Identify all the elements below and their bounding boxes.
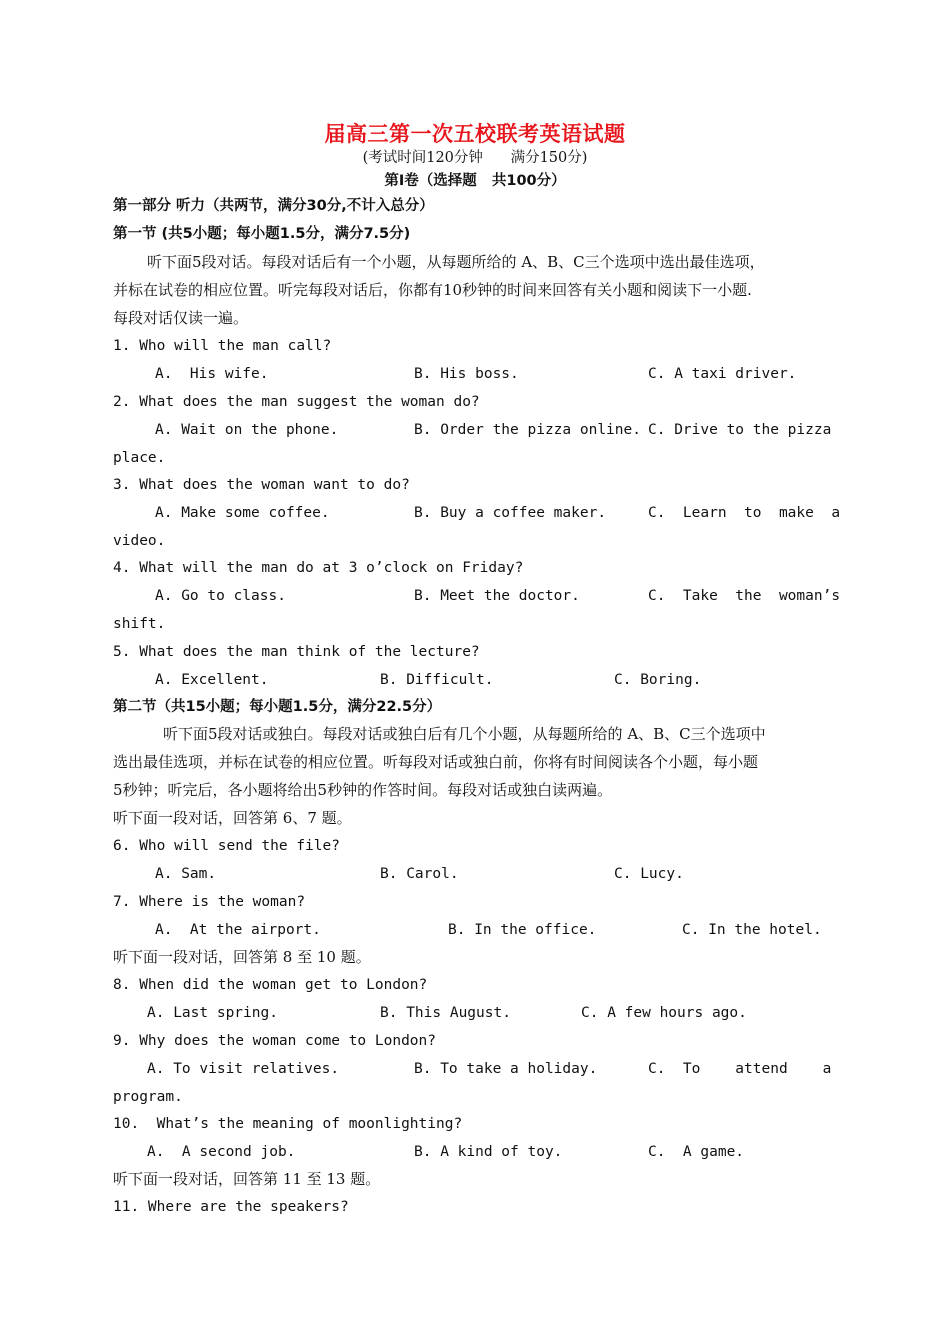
question-11: 11. Where are the speakers?	[113, 1199, 349, 1215]
q10-option-a: A. A second job.	[147, 1144, 296, 1160]
q6-option-a: A. Sam.	[155, 866, 217, 882]
q7-option-a: A. At the airport.	[155, 922, 321, 938]
q1-option-b: B. His boss.	[414, 366, 519, 382]
q10-option-c: C. A game.	[648, 1144, 745, 1160]
group-instruction-6-7: 听下面一段对话，回答第 6、7 题。	[113, 809, 352, 827]
q1-option-c: C. A taxi driver.	[648, 366, 797, 382]
q4-option-c-wrap: shift.	[113, 616, 166, 632]
q3-option-a: A. Make some coffee.	[155, 505, 330, 521]
part1-heading: 第一部分 听力（共两节，满分30分,不计入总分）	[113, 198, 434, 214]
question-6: 6. Who will send the file?	[113, 838, 340, 854]
q6-option-c: C. Lucy.	[614, 866, 684, 882]
q6-option-b: B. Carol.	[380, 866, 459, 882]
section2-instructions-2: 选出最佳选项，并标在试卷的相应位置。听每段对话或独白前，你将有时间阅读各个小题，每小题	[113, 753, 759, 771]
section1-instructions-2: 并标在试卷的相应位置。听完每段对话后，你都有10秒钟的时间来回答有关小题和阅读下一小题.	[113, 281, 752, 299]
q2-option-b: B. Order the pizza online.	[414, 422, 641, 438]
section2-instructions-3: 5秒钟；听完后，各小题将给出5秒钟的作答时间。每段对话或独白读两遍。	[113, 781, 613, 799]
group-instruction-8-10: 听下面一段对话，回答第 8 至 10 题。	[113, 948, 371, 966]
q4-option-a: A. Go to class.	[155, 588, 286, 604]
q7-option-c: C. In the hotel.	[682, 922, 822, 938]
q8-option-b: B. This August.	[380, 1005, 511, 1021]
question-8: 8. When did the woman get to London?	[113, 977, 428, 993]
question-7: 7. Where is the woman?	[113, 894, 306, 910]
q7-option-b: B. In the office.	[448, 922, 597, 938]
question-2: 2. What does the man suggest the woman do?	[113, 394, 480, 410]
question-9: 9. Why does the woman come to London?	[113, 1033, 437, 1049]
section2-heading: 第二节（共15小题；每小题1.5分，满分22.5分）	[113, 699, 442, 715]
q9-option-b: B. To take a holiday.	[414, 1061, 598, 1077]
q9-option-c-wrap: program.	[113, 1089, 183, 1105]
exam-subtitle: (考试时间120分钟 满分150分)	[362, 150, 588, 166]
section1-heading: 第一节 (共5小题；每小题1.5分，满分7.5分)	[113, 226, 411, 242]
question-3: 3. What does the woman want to do?	[113, 477, 410, 493]
volume-heading: 第I卷（选择题 共100分）	[384, 173, 566, 189]
q8-option-a: A. Last spring.	[147, 1005, 278, 1021]
section2-instructions-1: 听下面5段对话或独白。每段对话或独白后有几个小题，从每题所给的 A、B、C三个选项中	[163, 725, 766, 743]
question-5: 5. What does the man think of the lecture?	[113, 644, 480, 660]
question-4: 4. What will the man do at 3 o’clock on Friday?	[113, 560, 524, 576]
exam-title: 届高三第一次五校联考英语试题	[324, 122, 626, 146]
q5-option-b: B. Difficult.	[380, 672, 494, 688]
q4-option-c: C. Take the woman’s	[648, 588, 841, 604]
group-instruction-11-13: 听下面一段对话，回答第 11 至 13 题。	[113, 1170, 381, 1188]
q9-option-c: C. To attend a	[648, 1061, 832, 1077]
section1-instructions-1: 听下面5段对话。每段对话后有一个小题，从每题所给的 A、B、C三个选项中选出最佳选项，	[147, 253, 765, 271]
q2-option-c: C. Drive to the pizza	[648, 422, 832, 438]
q3-option-c-wrap: video.	[113, 533, 166, 549]
section1-instructions-3: 每段对话仅读一遍。	[113, 309, 249, 327]
q5-option-c: C. Boring.	[614, 672, 702, 688]
q3-option-b: B. Buy a coffee maker.	[414, 505, 607, 521]
q1-option-a: A. His wife.	[155, 366, 269, 382]
q2-option-c-wrap: place.	[113, 450, 166, 466]
q5-option-a: A. Excellent.	[155, 672, 269, 688]
q8-option-c: C. A few hours ago.	[581, 1005, 747, 1021]
question-1: 1. Who will the man call?	[113, 338, 332, 354]
question-10: 10. What’s the meaning of moonlighting?	[113, 1116, 463, 1132]
q10-option-b: B. A kind of toy.	[414, 1144, 563, 1160]
q9-option-a: A. To visit relatives.	[147, 1061, 340, 1077]
q2-option-a: A. Wait on the phone.	[155, 422, 339, 438]
q4-option-b: B. Meet the doctor.	[414, 588, 580, 604]
q3-option-c: C. Learn to make a	[648, 505, 841, 521]
